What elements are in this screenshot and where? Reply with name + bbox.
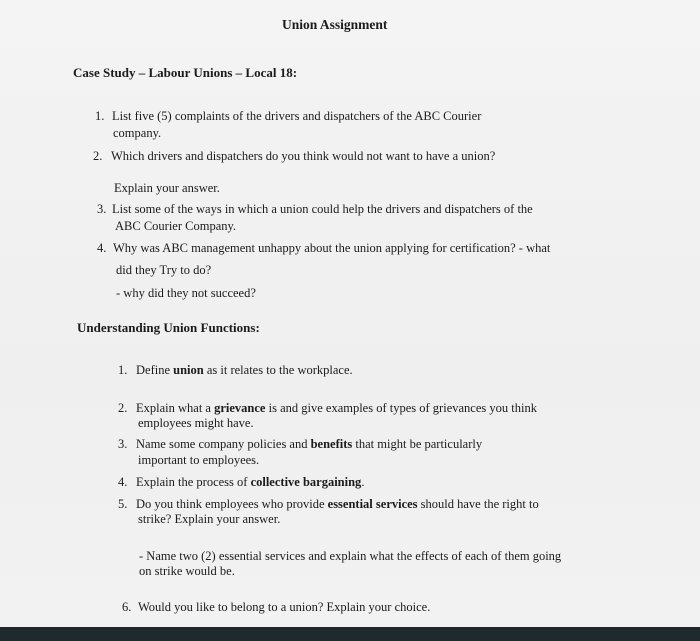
bold-term: collective bargaining	[250, 475, 362, 489]
question-text: - why did they not succeed?	[116, 286, 256, 300]
question-text: strike? Explain your answer.	[138, 512, 281, 526]
question-text	[136, 437, 482, 452]
text-segment: Explain the process of	[136, 475, 251, 489]
question-number: 4.	[118, 475, 128, 489]
question-subtext: on strike would be.	[139, 564, 235, 578]
functions-heading: Understanding Union Functions:	[77, 320, 260, 335]
question-number: 2.	[93, 149, 103, 163]
text-segment: Explain what a	[136, 401, 215, 415]
question-text: company.	[113, 126, 162, 140]
text-segment: Do you think employees who provide	[136, 497, 328, 511]
bold-term: essential services	[327, 497, 418, 511]
question-text: Which drivers and dispatchers do you think would not want to have a union?	[111, 149, 496, 163]
text-segment: .	[361, 475, 365, 489]
question-text: employees might have.	[138, 416, 254, 430]
question-text: ABC Courier Company.	[115, 219, 237, 233]
question-followup: Explain your answer.	[114, 181, 220, 195]
question-text	[136, 475, 364, 490]
text-segment: is and give examples of types of grievances you think	[265, 401, 537, 415]
text-segment: that might be particularly	[352, 437, 483, 451]
bold-term: grievance	[214, 401, 266, 415]
text-segment: as it relates to the workplace.	[203, 363, 353, 377]
text-segment: Name some company policies and	[136, 437, 311, 451]
bold-term: union	[173, 363, 204, 377]
question-text: List some of the ways in which a union could help the drivers and dispatchers of the	[112, 202, 533, 216]
document-title: Union Assignment	[282, 17, 388, 32]
bold-term: benefits	[310, 437, 353, 451]
question-text: Would you like to belong to a union? Explain your choice.	[138, 600, 431, 614]
question-number: 2.	[118, 401, 128, 415]
desk-background-strip	[0, 627, 700, 641]
case-study-heading: Case Study – Labour Unions – Local 18:	[73, 65, 298, 80]
question-text: important to employees.	[138, 453, 260, 467]
question-number: 1.	[95, 109, 105, 123]
question-number: 3.	[97, 202, 107, 216]
question-number: 3.	[118, 437, 128, 451]
question-number: 1.	[118, 363, 128, 377]
question-number: 4.	[97, 241, 107, 255]
question-subtext: - Name two (2) essential services and explain what the effects of each of them going	[139, 549, 562, 563]
question-text	[136, 401, 537, 416]
question-text	[136, 363, 353, 378]
text-segment: should have the right to	[417, 497, 539, 511]
question-text	[136, 497, 539, 512]
text-segment: Define	[136, 363, 174, 377]
question-number: 6.	[122, 600, 132, 614]
question-text: List five (5) complaints of the drivers and dispatchers of the ABC Courier	[112, 109, 482, 123]
question-number: 5.	[118, 497, 128, 511]
question-text: Why was ABC management unhappy about the union applying for certification? - what	[113, 241, 551, 255]
question-text: did they Try to do?	[116, 263, 212, 277]
